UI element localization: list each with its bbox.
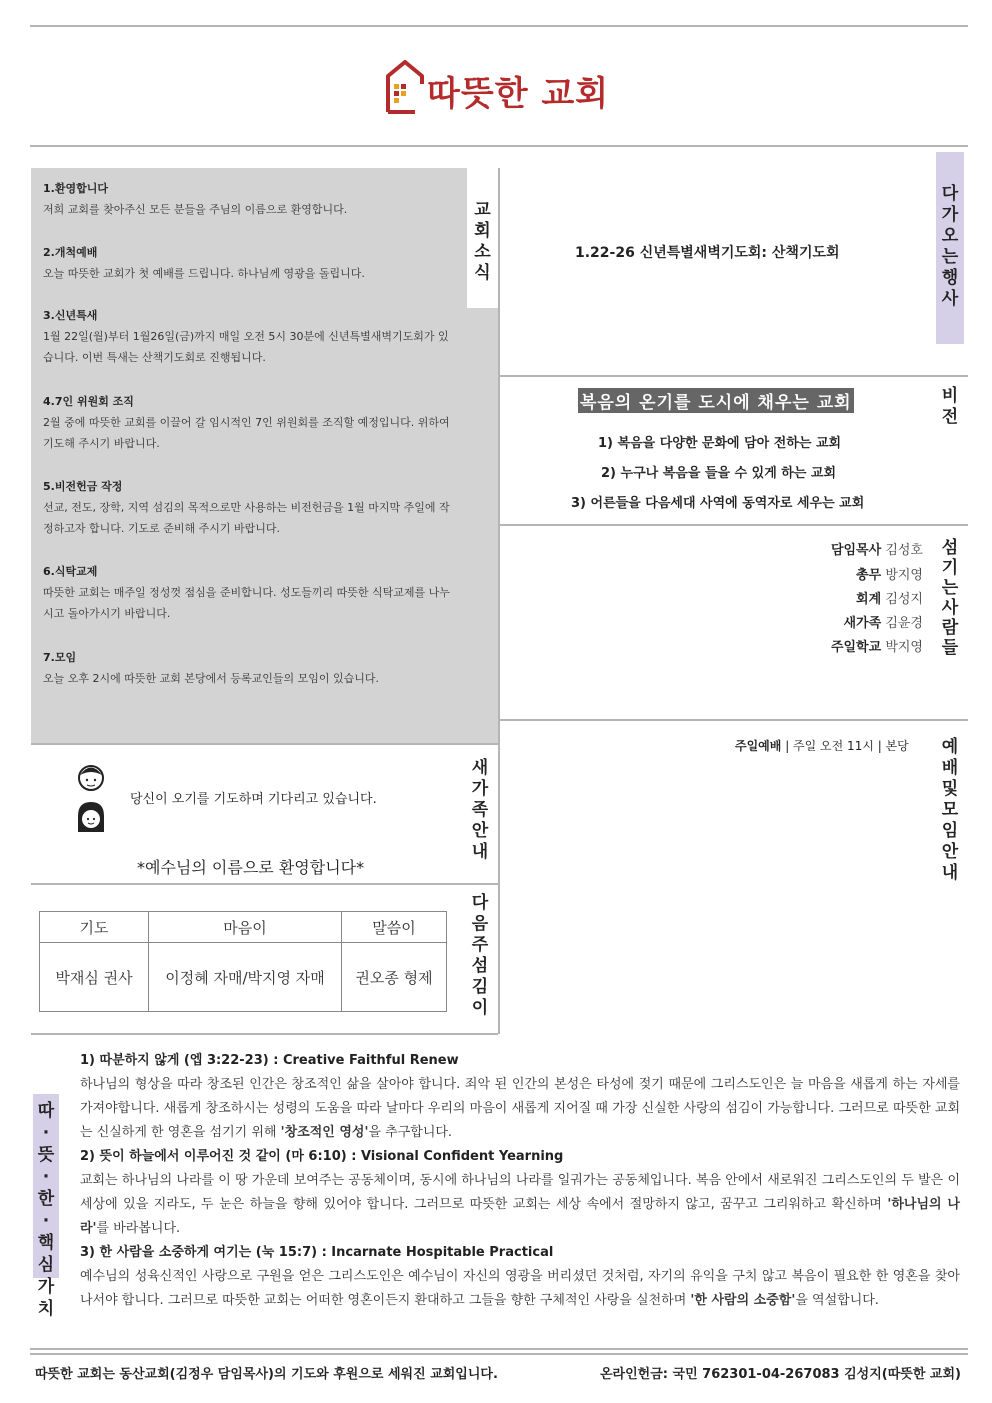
church-logo [385, 58, 615, 118]
footer-rule-2 [30, 1353, 968, 1355]
newcomer-label: 새 가 족 안 내 [471, 758, 489, 862]
column-divider [498, 168, 500, 1034]
house-icon [385, 58, 429, 114]
events-label: 다 가 오 는 행 사 [941, 184, 959, 309]
core-value-heading: 1) 따분하지 않게 (엡 3:22-23) : Creative Faithful Renew [80, 1053, 459, 1068]
worship-name: 주일예배 [735, 739, 782, 753]
staff-row: 담임목사 김성호 [830, 543, 923, 558]
people-icon [75, 760, 107, 838]
newcomer-text: 당신이 오기를 기도하며 기다리고 있습니다. [130, 792, 377, 807]
top-rule [30, 25, 968, 27]
footer-offering: 온라인헌금: 국민 762301-04-267083 김성지(따뜻한 교회) [600, 1367, 961, 1382]
next-servers-table [39, 911, 447, 1012]
vision-item: 1) 복음을 다양한 문화에 담아 전하는 교회 [598, 436, 842, 451]
core-values-label-tab [33, 1094, 59, 1319]
table-header-row [40, 912, 447, 943]
table-cell: 권오종 형제 [342, 943, 447, 1012]
events-divider [500, 375, 968, 377]
news-panel [31, 168, 467, 743]
news-label: 교 회 소 식 [474, 200, 491, 283]
table-header: 말씀이 [342, 912, 447, 943]
vision-item: 3) 어른들을 다음세대 사역에 동역자로 세우는 교회 [571, 496, 865, 511]
vision-title: 복음의 온기를 도시에 채우는 교회 [578, 388, 854, 413]
table-header: 기도 [40, 912, 149, 943]
staff-row: 회계 김성지 [856, 592, 923, 607]
vision-item: 2) 누구나 복음을 들을 수 있게 하는 교회 [601, 466, 837, 481]
news-item: 5.비전헌금 작정 선교, 전도, 장학, 지역 섬김의 목적으로만 사용하는 비전헌금을 1월 마지막 주일에 작정하고자 합니다. 기도로 준비해 주시기 바랍니다. [43, 480, 450, 535]
staff-row: 새가족 김윤경 [843, 616, 923, 631]
table-cell: 이정혜 자매/박지영 자매 [149, 943, 342, 1012]
core-values-label: 따 · 뜻 · 한 · 핵 심 가 치 [37, 1101, 55, 1319]
worship-info [735, 737, 909, 754]
servers-divider [31, 1033, 498, 1035]
table-row [40, 943, 447, 1012]
table-header: 마음이 [149, 912, 342, 943]
news-item: 2.개척예배 오늘 따뜻한 교회가 첫 예배를 드립니다. 하나님께 영광을 돌립니다. [43, 246, 365, 280]
events-label-tab [936, 152, 964, 344]
news-bg-extension [467, 308, 498, 743]
core-value-item [80, 1241, 960, 1313]
next-servers-label: 다 음 주 섬 김 이 [471, 893, 489, 1018]
newcomer-illustration [75, 760, 107, 842]
core-value-body: 하나님의 형상을 따라 창조된 인간은 창조적인 삶을 살아야 합니다. 죄악 된 인간의 본성은 타성에 젖기 때문에 그리스도인은 늘 마음을 새롭게 하는 자세를 가져야합니다. 새롭게 창조하시는 성령의 도움을 따라 날마다 우리의 마음이 새롭게 지어질 때 가장 신실한 사랑의 섬김이 가능합니다. 그러므로 따뜻한 교회는 신실하게 한 영혼을 섬기기 위해 '창조적인 영성'을 추구합니다. [80, 1077, 960, 1140]
core-value-item [80, 1145, 960, 1241]
core-value-item [80, 1049, 960, 1145]
footer-sponsor: 따뜻한 교회는 동산교회(김정우 담임목사)의 기도와 후원으로 세워진 교회입니다. [35, 1367, 498, 1382]
newcomer-top-divider [31, 743, 498, 745]
core-value-heading: 2) 뜻이 하늘에서 이루어진 것 같이 (마 6:10) : Visional Confident Yearning [80, 1149, 564, 1164]
news-item: 3.신년특새 1월 22일(월)부터 1월26일(금)까지 매일 오전 5시 30분에 신년특별새벽기도회가 있습니다. 이번 특새는 산책기도회로 진행됩니다. [43, 309, 449, 364]
news-item: 7.모임 오늘 오후 2시에 따뜻한 교회 본당에서 등록교인들의 모임이 있습니다. [43, 651, 379, 685]
news-label-column [467, 168, 498, 308]
news-item: 4.7인 위원회 조직 2월 중에 따뜻한 교회를 이끌어 갈 임시적인 7인 위원회를 조직할 예정입니다. 위하여 기도해 주시기 바랍니다. [43, 395, 450, 450]
news-item: 1.환영합니다 저희 교회를 찾아주신 모든 분들을 주님의 이름으로 환영합니다. [43, 182, 348, 216]
logo-text: 따뜻한 교회 [427, 74, 610, 114]
core-value-heading: 3) 한 사람을 소중하게 여기는 (눅 15:7) : Incarnate Hospitable Practical [80, 1245, 554, 1260]
worship-detail: | 주일 오전 11시 | 본당 [785, 739, 909, 753]
staff-label: 섬 기 는 사 람 들 [941, 538, 959, 658]
newcomer-welcome: *예수님의 이름으로 환영합니다* [137, 858, 365, 877]
vision-divider [500, 524, 968, 526]
core-value-body: 교회는 하나님의 나라를 이 땅 가운데 보여주는 공동체이며, 동시에 하나님의 나라를 일궈가는 공동체입니다. 복음 안에서 새로워진 그리스도인의 두 발은 이 세상에 있을 지라도, 두 눈은 하늘을 향해 있어야 합니다. 그러므로 따뜻한 교회는 세상 속에서 절망하지 않고, 꿈꾸고 그리워하고 확신하며 '하나님의 나라'를 바라봅니다. [80, 1173, 960, 1236]
header-rule [30, 145, 968, 147]
core-value-body: 예수님의 성육신적인 사랑으로 구원을 얻은 그리스도인은 예수님이 자신의 영광을 버리셨던 것처럼, 자기의 유익을 구치 않고 복음이 필요한 한 영혼을 찾아 나서야 합니다. 그러므로 따뜻한 교회는 어떠한 영혼이든지 환대하고 그들을 향한 구체적인 사랑을 실천하며 '한 사람의 소중함'을 역설합니다. [80, 1269, 960, 1308]
event-text: 1.22-26 신년특별새벽기도회: 산책기도회 [575, 245, 840, 261]
staff-row: 총무 방지영 [856, 568, 923, 583]
table-cell: 박재심 권사 [40, 943, 149, 1012]
newcomer-bottom-divider [31, 883, 498, 885]
news-item: 6.식탁교제 따뜻한 교회는 매주일 정성껏 점심을 준비합니다. 성도들끼리 따뜻한 식탁교제를 나누시고 돌아가시기 바랍니다. [43, 565, 450, 620]
staff-row: 주일학교 박지영 [830, 640, 923, 655]
worship-label: 예 배 및 모 임 안 내 [941, 737, 959, 883]
staff-divider [500, 719, 968, 721]
vision-label: 비 전 [941, 386, 959, 427]
footer-rule [30, 1348, 968, 1350]
